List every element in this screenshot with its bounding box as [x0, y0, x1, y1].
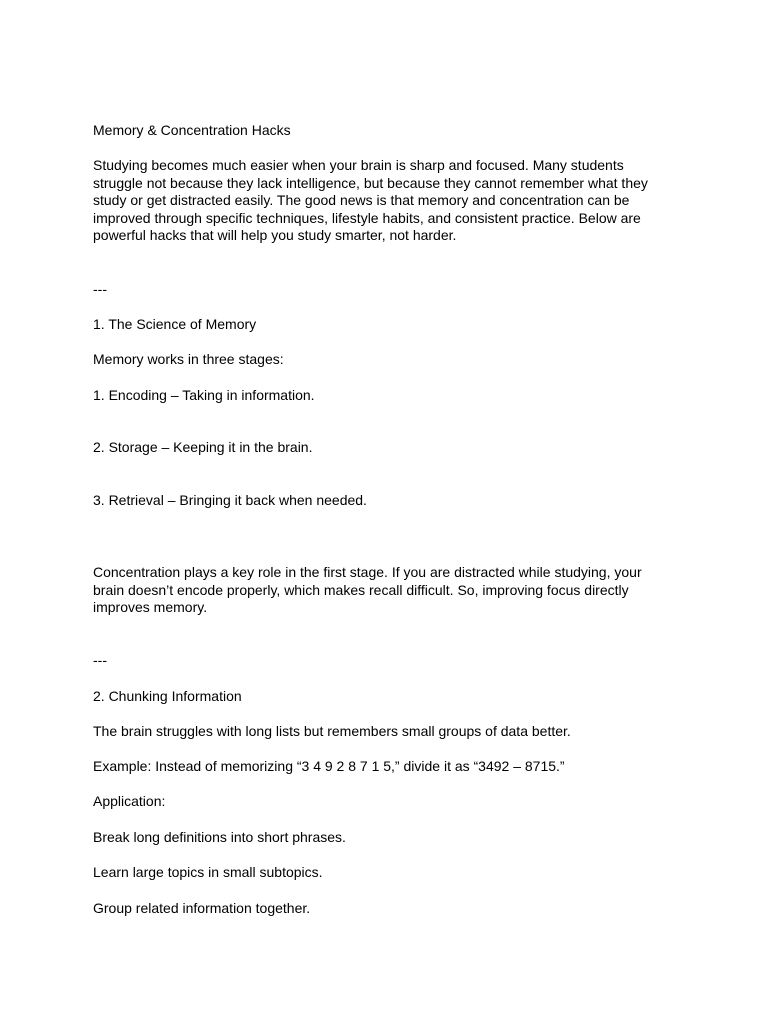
- intro-line: powerful hacks that will help you study smarter, not harder.: [93, 227, 457, 244]
- memory-stage-item: 3. Retrieval – Bringing it back when needed.: [93, 492, 367, 508]
- concentration-line: improves memory.: [93, 599, 208, 616]
- intro-line: study or get distracted easily. The good news is that memory and concentration can be: [93, 192, 630, 209]
- intro-line: struggle not because they lack intelligence, but because they cannot remember what they: [93, 174, 648, 191]
- chunking-example: Example: Instead of memorizing “3 4 9 2 8 7 1 5,” divide it as “3492 – 8715.”: [93, 758, 565, 774]
- application-label: Application:: [93, 793, 166, 809]
- section-divider: ---: [93, 281, 107, 297]
- concentration-line: Concentration plays a key role in the first stage. If you are distracted while studying, your: [93, 564, 642, 580]
- concentration-paragraph: [93, 564, 673, 617]
- intro-paragraph: [93, 157, 673, 245]
- intro-line: improved through specific techniques, lifestyle habits, and consistent practice. Below are: [93, 209, 641, 226]
- memory-stage-item: 2. Storage – Keeping it in the brain.: [93, 439, 313, 455]
- application-item: Break long definitions into short phrases.: [93, 829, 346, 845]
- document-title: Memory & Concentration Hacks: [93, 122, 291, 138]
- application-item: Learn large topics in small subtopics.: [93, 864, 323, 880]
- intro-line: Studying becomes much easier when your brain is sharp and focused. Many students: [93, 157, 624, 173]
- application-item: Group related information together.: [93, 900, 311, 916]
- section-divider: ---: [93, 652, 107, 668]
- section-1-heading: 1. The Science of Memory: [93, 316, 257, 332]
- section-2-lead: The brain struggles with long lists but remembers small groups of data better.: [93, 723, 571, 739]
- concentration-line: brain doesn’t encode properly, which makes recall difficult. So, improving focus directly: [93, 581, 629, 598]
- section-1-lead: Memory works in three stages:: [93, 351, 284, 367]
- section-2-heading: 2. Chunking Information: [93, 688, 242, 704]
- memory-stage-item: 1. Encoding – Taking in information.: [93, 387, 315, 403]
